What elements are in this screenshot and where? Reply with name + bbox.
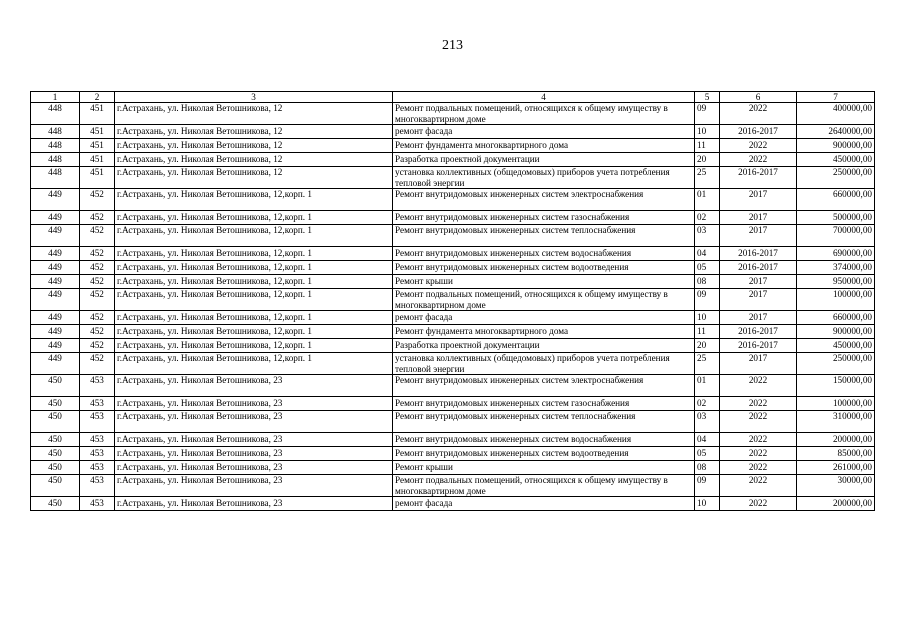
- table-row: [31, 353, 875, 375]
- table-row: [31, 139, 875, 153]
- program-number-cell: 453: [80, 397, 115, 411]
- address-cell: г.Астрахань, ул. Николая Ветошникова, 12,корп. 1: [115, 275, 393, 289]
- work-code-cell: 02: [695, 211, 720, 225]
- table-row: [31, 375, 875, 397]
- table-row: [31, 211, 875, 225]
- address-cell: г.Астрахань, ул. Николая Ветошникова, 12: [115, 153, 393, 167]
- address-cell: г.Астрахань, ул. Николая Ветошникова, 12: [115, 103, 393, 125]
- year-cell: 2016-2017: [720, 261, 797, 275]
- address-cell: г.Астрахань, ул. Николая Ветошникова, 23: [115, 447, 393, 461]
- cost-cell: 900000,00: [797, 325, 875, 339]
- column-header: 3: [115, 92, 393, 103]
- year-cell: 2022: [720, 103, 797, 125]
- work-type-cell: Ремонт внутридомовых инженерных систем водоснабжения: [393, 433, 695, 447]
- address-cell: г.Астрахань, ул. Николая Ветошникова, 12,корп. 1: [115, 311, 393, 325]
- object-number-cell: 448: [31, 153, 80, 167]
- object-number-cell: 449: [31, 339, 80, 353]
- cost-cell: 500000,00: [797, 211, 875, 225]
- work-code-cell: 25: [695, 167, 720, 189]
- program-number-cell: 453: [80, 497, 115, 511]
- work-code-cell: 10: [695, 497, 720, 511]
- work-type-cell: Ремонт внутридомовых инженерных систем электроснабжения: [393, 375, 695, 397]
- year-cell: 2016-2017: [720, 247, 797, 261]
- address-cell: г.Астрахань, ул. Николая Ветошникова, 12,корп. 1: [115, 339, 393, 353]
- work-type-cell: Ремонт внутридомовых инженерных систем водоотведения: [393, 447, 695, 461]
- object-number-cell: 449: [31, 353, 80, 375]
- address-cell: г.Астрахань, ул. Николая Ветошникова, 23: [115, 397, 393, 411]
- cost-cell: 100000,00: [797, 397, 875, 411]
- column-header: 6: [720, 92, 797, 103]
- work-code-cell: 05: [695, 447, 720, 461]
- table-row: [31, 461, 875, 475]
- object-number-cell: 449: [31, 289, 80, 311]
- cost-cell: 690000,00: [797, 247, 875, 261]
- year-cell: 2022: [720, 375, 797, 397]
- cost-cell: 900000,00: [797, 139, 875, 153]
- program-number-cell: 452: [80, 311, 115, 325]
- table-row: [31, 153, 875, 167]
- work-code-cell: 10: [695, 311, 720, 325]
- year-cell: 2017: [720, 225, 797, 247]
- program-number-cell: 451: [80, 125, 115, 139]
- work-type-cell: Разработка проектной документации: [393, 153, 695, 167]
- cost-cell: 450000,00: [797, 339, 875, 353]
- object-number-cell: 448: [31, 167, 80, 189]
- address-cell: г.Астрахань, ул. Николая Ветошникова, 23: [115, 497, 393, 511]
- table-row: [31, 103, 875, 125]
- column-header: 1: [31, 92, 80, 103]
- table-row: [31, 225, 875, 247]
- work-type-cell: Ремонт фундамента многоквартирного дома: [393, 325, 695, 339]
- table-row: [31, 125, 875, 139]
- table-body: [31, 103, 875, 511]
- address-cell: г.Астрахань, ул. Николая Ветошникова, 12: [115, 139, 393, 153]
- year-cell: 2022: [720, 397, 797, 411]
- cost-cell: 100000,00: [797, 289, 875, 311]
- year-cell: 2017: [720, 311, 797, 325]
- page-number: 213: [442, 38, 463, 53]
- address-cell: г.Астрахань, ул. Николая Ветошникова, 12: [115, 125, 393, 139]
- cost-cell: 950000,00: [797, 275, 875, 289]
- cost-cell: 250000,00: [797, 167, 875, 189]
- address-cell: г.Астрахань, ул. Николая Ветошникова, 23: [115, 375, 393, 397]
- column-header: 5: [695, 92, 720, 103]
- year-cell: 2022: [720, 411, 797, 433]
- table-row: [31, 397, 875, 411]
- program-number-cell: 452: [80, 339, 115, 353]
- program-number-cell: 453: [80, 433, 115, 447]
- column-header: 4: [393, 92, 695, 103]
- table-row: [31, 411, 875, 433]
- work-type-cell: Ремонт подвальных помещений, относящихся к общему имуществу в многоквартирном доме: [393, 289, 695, 311]
- table-row: [31, 433, 875, 447]
- work-type-cell: установка коллективных (общедомовых) приборов учета потребления тепловой энергии: [393, 353, 695, 375]
- cost-cell: 374000,00: [797, 261, 875, 275]
- work-code-cell: 05: [695, 261, 720, 275]
- year-cell: 2022: [720, 475, 797, 497]
- work-code-cell: 03: [695, 225, 720, 247]
- cost-cell: 2640000,00: [797, 125, 875, 139]
- year-cell: 2022: [720, 433, 797, 447]
- table-row: [31, 275, 875, 289]
- address-cell: г.Астрахань, ул. Николая Ветошникова, 12,корп. 1: [115, 211, 393, 225]
- table-row: [31, 325, 875, 339]
- work-type-cell: Ремонт крыши: [393, 275, 695, 289]
- program-number-cell: 452: [80, 189, 115, 211]
- program-number-cell: 452: [80, 225, 115, 247]
- address-cell: г.Астрахань, ул. Николая Ветошникова, 12,корп. 1: [115, 289, 393, 311]
- work-type-cell: установка коллективных (общедомовых) приборов учета потребления тепловой энергии: [393, 167, 695, 189]
- cost-cell: 250000,00: [797, 353, 875, 375]
- year-cell: 2022: [720, 461, 797, 475]
- work-type-cell: Ремонт внутридомовых инженерных систем газоснабжения: [393, 211, 695, 225]
- program-number-cell: 453: [80, 447, 115, 461]
- year-cell: 2022: [720, 153, 797, 167]
- object-number-cell: 450: [31, 433, 80, 447]
- table-row: [31, 311, 875, 325]
- program-number-cell: 452: [80, 275, 115, 289]
- year-cell: 2016-2017: [720, 339, 797, 353]
- address-cell: г.Астрахань, ул. Николая Ветошникова, 12,корп. 1: [115, 325, 393, 339]
- table-row: [31, 447, 875, 461]
- work-code-cell: 10: [695, 125, 720, 139]
- address-cell: г.Астрахань, ул. Николая Ветошникова, 12,корп. 1: [115, 247, 393, 261]
- object-number-cell: 450: [31, 497, 80, 511]
- cost-cell: 450000,00: [797, 153, 875, 167]
- object-number-cell: 449: [31, 225, 80, 247]
- year-cell: 2017: [720, 275, 797, 289]
- table-row: [31, 475, 875, 497]
- year-cell: 2022: [720, 447, 797, 461]
- object-number-cell: 449: [31, 247, 80, 261]
- cost-cell: 85000,00: [797, 447, 875, 461]
- work-type-cell: ремонт фасада: [393, 497, 695, 511]
- object-number-cell: 448: [31, 139, 80, 153]
- program-number-cell: 453: [80, 375, 115, 397]
- work-type-cell: Ремонт подвальных помещений, относящихся к общему имуществу в многоквартирном доме: [393, 103, 695, 125]
- table-row: [31, 261, 875, 275]
- year-cell: 2022: [720, 139, 797, 153]
- address-cell: г.Астрахань, ул. Николая Ветошникова, 12,корп. 1: [115, 353, 393, 375]
- program-number-cell: 452: [80, 261, 115, 275]
- work-code-cell: 08: [695, 461, 720, 475]
- work-code-cell: 11: [695, 139, 720, 153]
- year-cell: 2022: [720, 497, 797, 511]
- program-number-cell: 451: [80, 139, 115, 153]
- work-type-cell: Ремонт внутридомовых инженерных систем теплоснабжения: [393, 411, 695, 433]
- year-cell: 2016-2017: [720, 325, 797, 339]
- work-code-cell: 04: [695, 247, 720, 261]
- work-code-cell: 01: [695, 375, 720, 397]
- work-type-cell: Ремонт внутридомовых инженерных систем водоотведения: [393, 261, 695, 275]
- object-number-cell: 449: [31, 325, 80, 339]
- work-code-cell: 09: [695, 475, 720, 497]
- year-cell: 2017: [720, 289, 797, 311]
- work-type-cell: Ремонт внутридомовых инженерных систем электроснабжения: [393, 189, 695, 211]
- object-number-cell: 449: [31, 275, 80, 289]
- table-row: [31, 497, 875, 511]
- work-code-cell: 25: [695, 353, 720, 375]
- object-number-cell: 450: [31, 411, 80, 433]
- column-header: 2: [80, 92, 115, 103]
- object-number-cell: 450: [31, 475, 80, 497]
- work-type-cell: Ремонт внутридомовых инженерных систем газоснабжения: [393, 397, 695, 411]
- program-number-cell: 452: [80, 325, 115, 339]
- program-number-cell: 451: [80, 167, 115, 189]
- work-code-cell: 11: [695, 325, 720, 339]
- program-number-cell: 453: [80, 475, 115, 497]
- year-cell: 2017: [720, 189, 797, 211]
- table-row: [31, 289, 875, 311]
- work-type-cell: Ремонт фундамента многоквартирного дома: [393, 139, 695, 153]
- column-header: 7: [797, 92, 875, 103]
- cost-cell: 400000,00: [797, 103, 875, 125]
- program-number-cell: 453: [80, 461, 115, 475]
- address-cell: г.Астрахань, ул. Николая Ветошникова, 12: [115, 167, 393, 189]
- program-number-cell: 452: [80, 211, 115, 225]
- cost-cell: 200000,00: [797, 433, 875, 447]
- year-cell: 2016-2017: [720, 125, 797, 139]
- work-type-cell: Ремонт подвальных помещений, относящихся к общему имуществу в многоквартирном доме: [393, 475, 695, 497]
- work-code-cell: 09: [695, 289, 720, 311]
- year-cell: 2016-2017: [720, 167, 797, 189]
- address-cell: г.Астрахань, ул. Николая Ветошникова, 23: [115, 411, 393, 433]
- object-number-cell: 450: [31, 447, 80, 461]
- work-type-cell: ремонт фасада: [393, 125, 695, 139]
- table-row: [31, 189, 875, 211]
- table-row: [31, 167, 875, 189]
- work-code-cell: 08: [695, 275, 720, 289]
- work-code-cell: 03: [695, 411, 720, 433]
- address-cell: г.Астрахань, ул. Николая Ветошникова, 23: [115, 475, 393, 497]
- cost-cell: 700000,00: [797, 225, 875, 247]
- cost-cell: 660000,00: [797, 189, 875, 211]
- program-number-cell: 452: [80, 289, 115, 311]
- cost-cell: 150000,00: [797, 375, 875, 397]
- work-code-cell: 20: [695, 339, 720, 353]
- cost-cell: 660000,00: [797, 311, 875, 325]
- cost-cell: 200000,00: [797, 497, 875, 511]
- work-type-cell: Ремонт внутридомовых инженерных систем теплоснабжения: [393, 225, 695, 247]
- work-type-cell: Ремонт внутридомовых инженерных систем водоснабжения: [393, 247, 695, 261]
- address-cell: г.Астрахань, ул. Николая Ветошникова, 23: [115, 433, 393, 447]
- object-number-cell: 449: [31, 211, 80, 225]
- year-cell: 2017: [720, 211, 797, 225]
- program-number-cell: 452: [80, 353, 115, 375]
- object-number-cell: 448: [31, 103, 80, 125]
- year-cell: 2017: [720, 353, 797, 375]
- work-type-cell: ремонт фасада: [393, 311, 695, 325]
- cost-cell: 310000,00: [797, 411, 875, 433]
- object-number-cell: 449: [31, 261, 80, 275]
- object-number-cell: 450: [31, 397, 80, 411]
- object-number-cell: 449: [31, 189, 80, 211]
- address-cell: г.Астрахань, ул. Николая Ветошникова, 23: [115, 461, 393, 475]
- address-cell: г.Астрахань, ул. Николая Ветошникова, 12,корп. 1: [115, 225, 393, 247]
- program-number-cell: 451: [80, 153, 115, 167]
- cost-cell: 261000,00: [797, 461, 875, 475]
- table-row: [31, 339, 875, 353]
- program-number-cell: 453: [80, 411, 115, 433]
- work-code-cell: 01: [695, 189, 720, 211]
- repair-schedule-table: [30, 91, 875, 511]
- work-code-cell: 09: [695, 103, 720, 125]
- work-type-cell: Ремонт крыши: [393, 461, 695, 475]
- cost-cell: 30000,00: [797, 475, 875, 497]
- header-row: [31, 92, 875, 103]
- table-row: [31, 247, 875, 261]
- work-type-cell: Разработка проектной документации: [393, 339, 695, 353]
- object-number-cell: 450: [31, 375, 80, 397]
- object-number-cell: 450: [31, 461, 80, 475]
- program-number-cell: 451: [80, 103, 115, 125]
- program-number-cell: 452: [80, 247, 115, 261]
- work-code-cell: 04: [695, 433, 720, 447]
- work-code-cell: 20: [695, 153, 720, 167]
- work-code-cell: 02: [695, 397, 720, 411]
- object-number-cell: 448: [31, 125, 80, 139]
- address-cell: г.Астрахань, ул. Николая Ветошникова, 12,корп. 1: [115, 189, 393, 211]
- object-number-cell: 449: [31, 311, 80, 325]
- address-cell: г.Астрахань, ул. Николая Ветошникова, 12,корп. 1: [115, 261, 393, 275]
